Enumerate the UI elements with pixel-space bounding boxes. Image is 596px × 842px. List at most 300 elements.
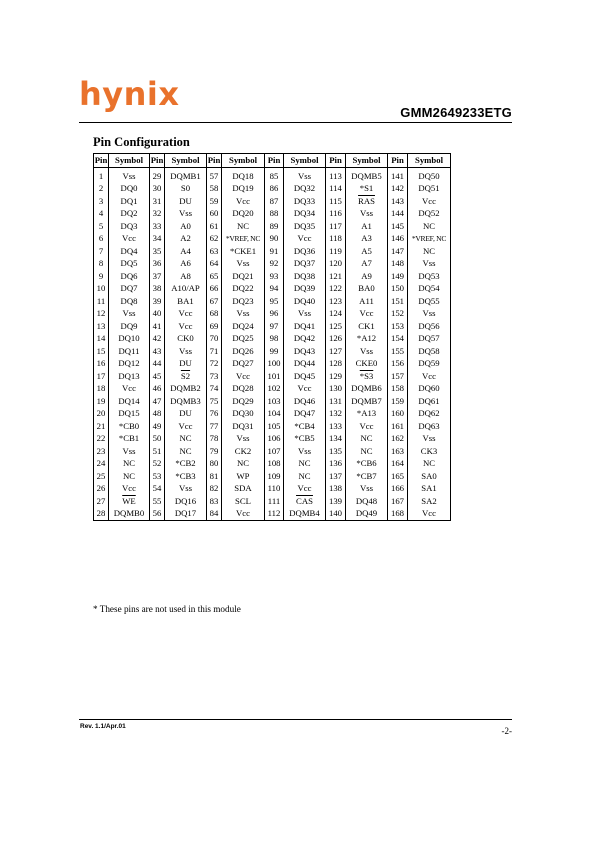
pin-number-cell: 39 <box>150 295 165 308</box>
pin-number-cell: 24 <box>94 458 109 471</box>
table-row <box>94 370 451 383</box>
table-row <box>94 320 451 333</box>
pin-symbol-cell: CK1 <box>346 320 388 333</box>
pin-number-cell: 12 <box>94 308 109 321</box>
column-header-symbol: Symbol <box>109 154 150 168</box>
pin-number-cell: 117 <box>326 220 346 233</box>
pin-symbol-cell: DQ33 <box>284 195 326 208</box>
pin-number-cell: 131 <box>326 395 346 408</box>
pin-symbol-cell: DQ2 <box>109 208 150 221</box>
pin-symbol-cell: DQ11 <box>109 345 150 358</box>
pin-symbol-cell: DQ1 <box>109 195 150 208</box>
pin-number-cell: 16 <box>94 358 109 371</box>
pin-symbol-cell: NC <box>165 445 207 458</box>
pin-symbol-cell: Vss <box>109 445 150 458</box>
pin-number-cell: 67 <box>207 295 222 308</box>
pin-number-cell: 148 <box>388 258 408 271</box>
pin-number-cell: 62 <box>207 233 222 246</box>
section-title: Pin Configuration <box>93 135 190 149</box>
pin-number-cell: 25 <box>94 470 109 483</box>
revision-label: Rev. 1.1/Apr.01 <box>80 723 126 730</box>
pin-symbol-cell: DQ58 <box>408 345 451 358</box>
pin-symbol-cell: DQ9 <box>109 320 150 333</box>
pin-number-cell: 49 <box>150 420 165 433</box>
pin-number-cell: 115 <box>326 195 346 208</box>
page-number: -2- <box>501 726 512 736</box>
pin-number-cell: 18 <box>94 383 109 396</box>
pin-number-cell: 61 <box>207 220 222 233</box>
pin-symbol-cell: DQ29 <box>222 395 265 408</box>
pin-symbol-cell: A4 <box>165 245 207 258</box>
pin-number-cell: 121 <box>326 270 346 283</box>
pin-number-cell: 14 <box>94 333 109 346</box>
pin-number-cell: 9 <box>94 270 109 283</box>
pin-symbol-cell: DQ12 <box>109 358 150 371</box>
pin-symbol-cell: DQ4 <box>109 245 150 258</box>
pin-number-cell: 45 <box>150 370 165 383</box>
pin-symbol-cell: SCL <box>222 495 265 508</box>
pin-symbol-cell: A5 <box>346 245 388 258</box>
pin-number-cell: 27 <box>94 495 109 508</box>
pin-symbol-cell: SA2 <box>408 495 451 508</box>
pin-number-cell: 111 <box>265 495 284 508</box>
pin-number-cell: 124 <box>326 308 346 321</box>
table-row <box>94 483 451 496</box>
pin-symbol-cell: S2 <box>165 370 207 383</box>
pin-number-cell: 11 <box>94 295 109 308</box>
table-row <box>94 283 451 296</box>
pin-number-cell: 155 <box>388 345 408 358</box>
table-row <box>94 168 451 183</box>
pin-number-cell: 70 <box>207 333 222 346</box>
pin-number-cell: 21 <box>94 420 109 433</box>
pin-number-cell: 142 <box>388 183 408 196</box>
pin-symbol-cell: $\overline{WE}$ <box>109 495 150 508</box>
pin-number-cell: 99 <box>265 345 284 358</box>
table-row <box>94 183 451 196</box>
part-number: GMM2649233ETG <box>400 105 512 120</box>
pin-symbol-cell: Vss <box>408 258 451 271</box>
pin-symbol-cell: DQ16 <box>165 495 207 508</box>
pin-symbol-cell: Vss <box>408 433 451 446</box>
pin-symbol-cell: Vss <box>284 308 326 321</box>
pin-symbol-cell: DQ60 <box>408 383 451 396</box>
pin-symbol-cell: A1 <box>346 220 388 233</box>
pin-number-cell: 109 <box>265 470 284 483</box>
pin-symbol-cell: Vcc <box>165 308 207 321</box>
pin-number-cell: 56 <box>150 508 165 521</box>
pin-number-cell: 135 <box>326 445 346 458</box>
pin-number-cell: 92 <box>265 258 284 271</box>
pin-number-cell: 129 <box>326 370 346 383</box>
pin-symbol-cell: DQ6 <box>109 270 150 283</box>
pin-symbol-cell: DQ39 <box>284 283 326 296</box>
pin-symbol-cell: DQ0 <box>109 183 150 196</box>
pin-symbol-cell: DQ5 <box>109 258 150 271</box>
pin-symbol-cell: CK3 <box>408 445 451 458</box>
pin-symbol-cell: NC <box>346 433 388 446</box>
pin-number-cell: 8 <box>94 258 109 271</box>
pin-number-cell: 107 <box>265 445 284 458</box>
pin-symbol-cell: Vcc <box>284 383 326 396</box>
pin-symbol-cell: Vcc <box>408 195 451 208</box>
pin-number-cell: 36 <box>150 258 165 271</box>
pin-symbol-cell: DQ52 <box>408 208 451 221</box>
pin-symbol-cell: NC <box>109 458 150 471</box>
pin-symbol-cell: DQ24 <box>222 320 265 333</box>
pin-symbol-cell: DQ14 <box>109 395 150 408</box>
pin-number-cell: 40 <box>150 308 165 321</box>
pin-symbol-cell: Vcc <box>408 370 451 383</box>
pin-symbol-cell: DQ61 <box>408 395 451 408</box>
pin-symbol-cell: A2 <box>165 233 207 246</box>
pin-symbol-cell: NC <box>284 458 326 471</box>
pin-number-cell: 55 <box>150 495 165 508</box>
pin-symbol-cell: *CKE1 <box>222 245 265 258</box>
hynix-logo: hynix <box>79 75 180 113</box>
pin-symbol-cell: DU <box>165 358 207 371</box>
pin-symbol-cell: Vcc <box>284 233 326 246</box>
pin-number-cell: 78 <box>207 433 222 446</box>
pin-symbol-cell: Vcc <box>222 508 265 521</box>
pin-symbol-cell: WP <box>222 470 265 483</box>
pin-number-cell: 123 <box>326 295 346 308</box>
pin-symbol-cell: BA1 <box>165 295 207 308</box>
pin-number-cell: 2 <box>94 183 109 196</box>
pin-number-cell: 106 <box>265 433 284 446</box>
table-row <box>94 208 451 221</box>
pin-symbol-cell: DQ13 <box>109 370 150 383</box>
column-header-pin: Pin <box>207 154 222 168</box>
pin-number-cell: 41 <box>150 320 165 333</box>
pin-symbol-cell: SA0 <box>408 470 451 483</box>
pin-number-cell: 42 <box>150 333 165 346</box>
pin-symbol-cell: SA1 <box>408 483 451 496</box>
pin-number-cell: 154 <box>388 333 408 346</box>
pin-number-cell: 143 <box>388 195 408 208</box>
pin-number-cell: 50 <box>150 433 165 446</box>
pin-number-cell: 119 <box>326 245 346 258</box>
pin-number-cell: 101 <box>265 370 284 383</box>
table-row <box>94 408 451 421</box>
pin-number-cell: 164 <box>388 458 408 471</box>
pin-symbol-cell: CK0 <box>165 333 207 346</box>
pin-number-cell: 22 <box>94 433 109 446</box>
pin-symbol-cell: DQ41 <box>284 320 326 333</box>
pin-symbol-cell: Vcc <box>346 308 388 321</box>
pin-number-cell: 166 <box>388 483 408 496</box>
pin-number-cell: 65 <box>207 270 222 283</box>
pin-symbol-cell: NC <box>222 220 265 233</box>
pin-symbol-cell: Vss <box>346 345 388 358</box>
column-header-pin: Pin <box>150 154 165 168</box>
pin-number-cell: 83 <box>207 495 222 508</box>
pin-symbol-cell: DQ49 <box>346 508 388 521</box>
pin-number-cell: 167 <box>388 495 408 508</box>
pin-symbol-cell: NC <box>284 470 326 483</box>
pin-number-cell: 74 <box>207 383 222 396</box>
pin-symbol-cell: $\overline{CAS}$ <box>284 495 326 508</box>
pin-symbol-cell: Vss <box>408 308 451 321</box>
pin-number-cell: 89 <box>265 220 284 233</box>
table-row <box>94 383 451 396</box>
pin-number-cell: 94 <box>265 283 284 296</box>
pin-symbol-cell: Vss <box>109 308 150 321</box>
pin-symbol-cell: DQMB2 <box>165 383 207 396</box>
pin-number-cell: 15 <box>94 345 109 358</box>
pin-symbol-cell: NC <box>165 433 207 446</box>
pin-number-cell: 38 <box>150 283 165 296</box>
pin-symbol-cell: Vcc <box>222 195 265 208</box>
pin-number-cell: 122 <box>326 283 346 296</box>
pin-symbol-cell: DQMB7 <box>346 395 388 408</box>
pin-symbol-cell: DQ7 <box>109 283 150 296</box>
pin-number-cell: 64 <box>207 258 222 271</box>
pin-symbol-cell: CK2 <box>222 445 265 458</box>
table-row <box>94 433 451 446</box>
pin-number-cell: 100 <box>265 358 284 371</box>
pin-number-cell: 76 <box>207 408 222 421</box>
pin-number-cell: 44 <box>150 358 165 371</box>
pin-symbol-cell: DQ53 <box>408 270 451 283</box>
pin-symbol-cell: SDA <box>222 483 265 496</box>
pin-symbol-cell: DQ57 <box>408 333 451 346</box>
pin-symbol-cell: *A12 <box>346 333 388 346</box>
pin-symbol-cell: Vss <box>165 483 207 496</box>
pin-number-cell: 144 <box>388 208 408 221</box>
pin-number-cell: 35 <box>150 245 165 258</box>
pin-number-cell: 145 <box>388 220 408 233</box>
pin-number-cell: 72 <box>207 358 222 371</box>
pin-number-cell: 4 <box>94 208 109 221</box>
pin-symbol-cell: DQ18 <box>222 168 265 183</box>
pin-number-cell: 147 <box>388 245 408 258</box>
pin-symbol-cell: *S3 <box>346 370 388 383</box>
table-row <box>94 258 451 271</box>
pin-number-cell: 165 <box>388 470 408 483</box>
pin-symbol-cell: DQ26 <box>222 345 265 358</box>
pin-number-cell: 136 <box>326 458 346 471</box>
pin-number-cell: 140 <box>326 508 346 521</box>
pin-number-cell: 30 <box>150 183 165 196</box>
pin-symbol-cell: BA0 <box>346 283 388 296</box>
pin-symbol-cell: NC <box>222 458 265 471</box>
pin-symbol-cell: DQ19 <box>222 183 265 196</box>
pin-number-cell: 19 <box>94 395 109 408</box>
pin-number-cell: 160 <box>388 408 408 421</box>
pin-number-cell: 3 <box>94 195 109 208</box>
table-row <box>94 420 451 433</box>
pin-number-cell: 59 <box>207 195 222 208</box>
pin-symbol-cell: S0 <box>165 183 207 196</box>
pin-number-cell: 63 <box>207 245 222 258</box>
pin-symbol-cell: DQMB4 <box>284 508 326 521</box>
pin-number-cell: 168 <box>388 508 408 521</box>
pin-number-cell: 98 <box>265 333 284 346</box>
pin-symbol-cell: NC <box>408 458 451 471</box>
pin-symbol-cell: DQ48 <box>346 495 388 508</box>
pin-number-cell: 153 <box>388 320 408 333</box>
pin-symbol-cell: A3 <box>346 233 388 246</box>
pin-symbol-cell: *VREF, NC <box>408 233 451 246</box>
pin-symbol-cell: DU <box>165 195 207 208</box>
table-row <box>94 345 451 358</box>
pin-number-cell: 58 <box>207 183 222 196</box>
pin-symbol-cell: DQ40 <box>284 295 326 308</box>
pin-symbol-cell: DQ50 <box>408 168 451 183</box>
pin-symbol-cell: DQ55 <box>408 295 451 308</box>
pin-number-cell: 127 <box>326 345 346 358</box>
pin-number-cell: 112 <box>265 508 284 521</box>
pin-configuration-table <box>93 153 451 521</box>
pin-symbol-cell: Vss <box>284 445 326 458</box>
pin-symbol-cell: DQ23 <box>222 295 265 308</box>
pin-number-cell: 108 <box>265 458 284 471</box>
pin-symbol-cell: DQMB5 <box>346 168 388 183</box>
pin-symbol-cell: DQMB6 <box>346 383 388 396</box>
pin-number-cell: 141 <box>388 168 408 183</box>
pin-symbol-cell: DQ36 <box>284 245 326 258</box>
pin-symbol-cell: *CB5 <box>284 433 326 446</box>
pin-symbol-cell: A0 <box>165 220 207 233</box>
pin-number-cell: 104 <box>265 408 284 421</box>
pin-symbol-cell: DQ34 <box>284 208 326 221</box>
pin-symbol-cell: DQ30 <box>222 408 265 421</box>
pin-number-cell: 149 <box>388 270 408 283</box>
column-header-symbol: Symbol <box>284 154 326 168</box>
pin-symbol-cell: DQ22 <box>222 283 265 296</box>
pin-number-cell: 53 <box>150 470 165 483</box>
pin-symbol-cell: Vcc <box>346 420 388 433</box>
pin-symbol-cell: A6 <box>165 258 207 271</box>
pin-symbol-cell: Vss <box>165 208 207 221</box>
pin-number-cell: 133 <box>326 420 346 433</box>
pin-symbol-cell: *VREF, NC <box>222 233 265 246</box>
pin-symbol-cell: DQ15 <box>109 408 150 421</box>
pin-number-cell: 88 <box>265 208 284 221</box>
pin-number-cell: 151 <box>388 295 408 308</box>
pin-number-cell: 130 <box>326 383 346 396</box>
pin-number-cell: 87 <box>265 195 284 208</box>
pin-symbol-cell: A9 <box>346 270 388 283</box>
pin-number-cell: 93 <box>265 270 284 283</box>
pin-symbol-cell: *CB6 <box>346 458 388 471</box>
pin-symbol-cell: DQ32 <box>284 183 326 196</box>
pin-number-cell: 162 <box>388 433 408 446</box>
pin-symbol-cell: DQ28 <box>222 383 265 396</box>
pin-number-cell: 31 <box>150 195 165 208</box>
pin-number-cell: 73 <box>207 370 222 383</box>
pin-number-cell: 163 <box>388 445 408 458</box>
pin-symbol-cell: DQMB1 <box>165 168 207 183</box>
pin-number-cell: 5 <box>94 220 109 233</box>
pin-number-cell: 105 <box>265 420 284 433</box>
table-row <box>94 395 451 408</box>
pin-symbol-cell: *S1 <box>346 183 388 196</box>
pin-number-cell: 68 <box>207 308 222 321</box>
pin-symbol-cell: Vcc <box>109 233 150 246</box>
pin-symbol-cell: A7 <box>346 258 388 271</box>
column-header-symbol: Symbol <box>346 154 388 168</box>
pin-number-cell: 37 <box>150 270 165 283</box>
pin-symbol-cell: DQ8 <box>109 295 150 308</box>
pin-symbol-cell: DQ46 <box>284 395 326 408</box>
pin-symbol-cell: *CB1 <box>109 433 150 446</box>
pin-number-cell: 75 <box>207 395 222 408</box>
pin-number-cell: 71 <box>207 345 222 358</box>
pin-number-cell: 146 <box>388 233 408 246</box>
pin-symbol-cell: DQ42 <box>284 333 326 346</box>
table-row <box>94 495 451 508</box>
pin-symbol-cell: DQ35 <box>284 220 326 233</box>
pin-number-cell: 159 <box>388 395 408 408</box>
pin-symbol-cell: *CB3 <box>165 470 207 483</box>
pin-symbol-cell: NC <box>408 245 451 258</box>
pin-symbol-cell: DQ38 <box>284 270 326 283</box>
pin-symbol-cell: DQ47 <box>284 408 326 421</box>
pin-symbol-cell: DQMB0 <box>109 508 150 521</box>
pin-symbol-cell: Vcc <box>284 483 326 496</box>
pin-number-cell: 69 <box>207 320 222 333</box>
table-row <box>94 508 451 521</box>
pin-number-cell: 91 <box>265 245 284 258</box>
footer-divider <box>79 719 512 720</box>
pin-symbol-cell: Vcc <box>165 420 207 433</box>
pin-number-cell: 90 <box>265 233 284 246</box>
pin-number-cell: 60 <box>207 208 222 221</box>
pin-number-cell: 114 <box>326 183 346 196</box>
pin-number-cell: 82 <box>207 483 222 496</box>
pin-symbol-cell: *A13 <box>346 408 388 421</box>
pin-number-cell: 157 <box>388 370 408 383</box>
pin-symbol-cell: A8 <box>165 270 207 283</box>
pin-symbol-cell: A10/AP <box>165 283 207 296</box>
pin-number-cell: 139 <box>326 495 346 508</box>
pin-number-cell: 6 <box>94 233 109 246</box>
table-row <box>94 458 451 471</box>
pin-symbol-cell: DQ17 <box>165 508 207 521</box>
pin-symbol-cell: DQ21 <box>222 270 265 283</box>
pin-number-cell: 54 <box>150 483 165 496</box>
table-row <box>94 295 451 308</box>
pin-number-cell: 116 <box>326 208 346 221</box>
pin-number-cell: 46 <box>150 383 165 396</box>
pin-number-cell: 33 <box>150 220 165 233</box>
pin-number-cell: 150 <box>388 283 408 296</box>
pin-number-cell: 77 <box>207 420 222 433</box>
pin-symbol-cell: Vcc <box>222 370 265 383</box>
pin-symbol-cell: DQ54 <box>408 283 451 296</box>
pin-symbol-cell: DQ51 <box>408 183 451 196</box>
pin-number-cell: 137 <box>326 470 346 483</box>
pin-number-cell: 20 <box>94 408 109 421</box>
pin-symbol-cell: Vcc <box>109 483 150 496</box>
pin-number-cell: 79 <box>207 445 222 458</box>
pin-number-cell: 7 <box>94 245 109 258</box>
pin-symbol-cell: DQ31 <box>222 420 265 433</box>
pin-symbol-cell: Vss <box>165 345 207 358</box>
pin-symbol-cell: DQ27 <box>222 358 265 371</box>
pin-number-cell: 96 <box>265 308 284 321</box>
pin-symbol-cell: Vss <box>346 208 388 221</box>
pin-number-cell: 48 <box>150 408 165 421</box>
pin-number-cell: 13 <box>94 320 109 333</box>
table-row <box>94 233 451 246</box>
pin-symbol-cell: Vss <box>284 168 326 183</box>
column-header-symbol: Symbol <box>165 154 207 168</box>
pin-number-cell: 125 <box>326 320 346 333</box>
pin-number-cell: 86 <box>265 183 284 196</box>
